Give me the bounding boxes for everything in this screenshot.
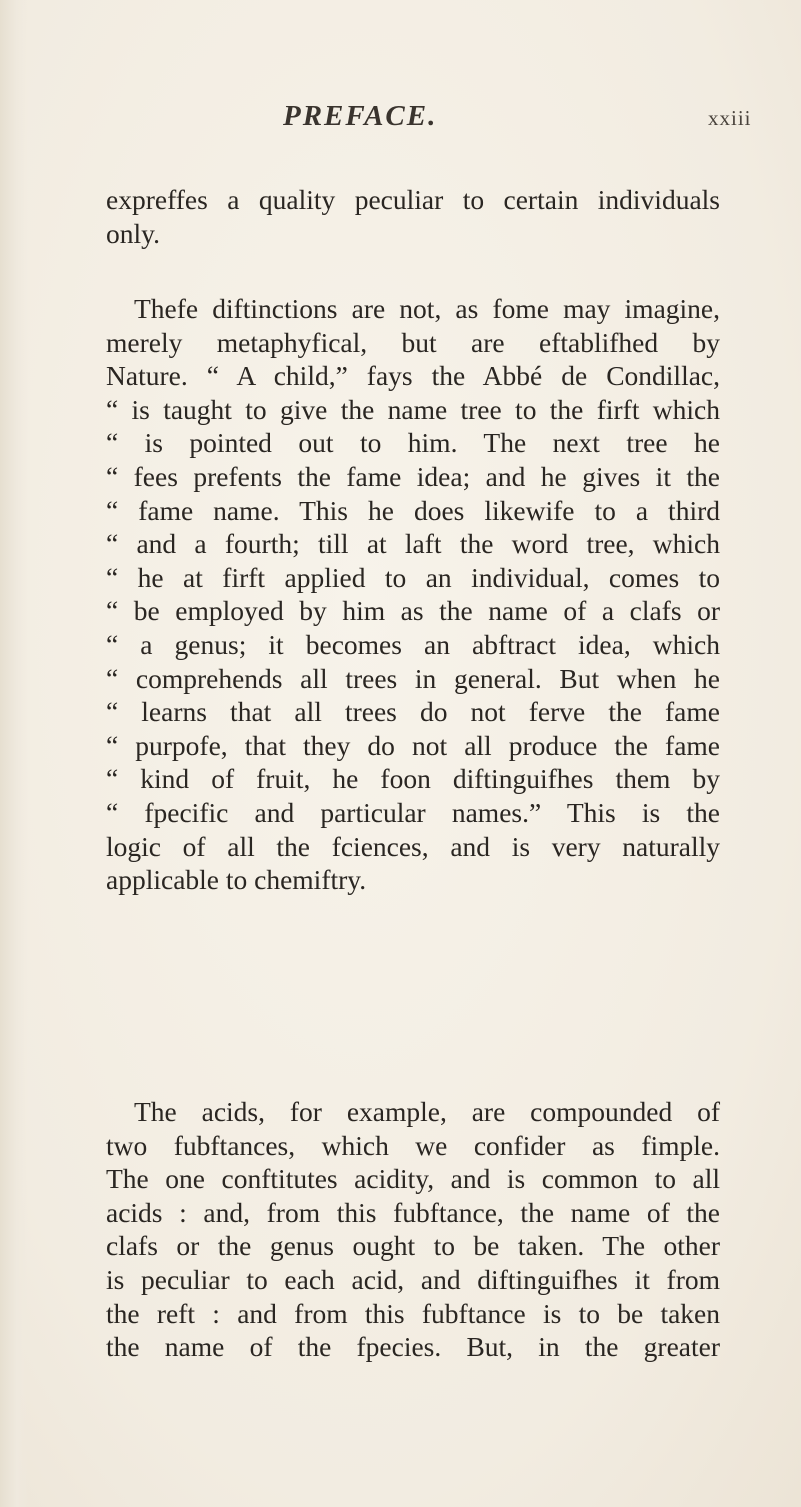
text-line: clafs or the genus ought to be taken. The other	[106, 1230, 720, 1262]
text-line: “ kind of fruit, he foon diftinguifhes them by	[106, 763, 720, 795]
text-line: acids : and, from this fubftance, the name of the	[106, 1196, 720, 1228]
running-head: PREFACE.	[283, 100, 438, 132]
text-line: “ fees prefents the fame idea; and he gives it the	[106, 460, 720, 492]
paragraph-1	[106, 183, 720, 250]
text-line: two fubftances, which we confider as fimple.	[106, 1129, 720, 1161]
text-line: “ and a fourth; till at laft the word tree, which	[106, 528, 720, 560]
page-gutter	[0, 0, 28, 1507]
text-line: applicable to chemiftry.	[106, 864, 367, 896]
text-line: the name of the fpecies. But, in the greater	[106, 1331, 720, 1363]
text-line: “ is taught to give the name tree to the firft which	[106, 393, 720, 425]
text-line: “ a genus; it becomes an abftract idea, which	[106, 628, 720, 660]
paragraph-3	[106, 1095, 720, 1364]
text-line: is peculiar to each acid, and diftinguifhes it from	[106, 1263, 720, 1295]
text-line: only.	[106, 217, 160, 249]
text-line: “ fame name. This he does likewife to a third	[106, 494, 720, 526]
text-line: “ comprehends all trees in general. But when he	[106, 662, 720, 694]
text-line: “ be employed by him as the name of a clafs or	[106, 595, 720, 627]
paragraph-2	[106, 292, 720, 897]
text-line: The acids, for example, are compounded of	[134, 1096, 720, 1127]
page-header	[0, 100, 801, 140]
text-line: “ is pointed out to him. The next tree he	[106, 427, 720, 459]
text-line: merely metaphyfical, but are eftablifhed by	[106, 326, 720, 358]
text-line: Nature. “ A child,” fays the Abbé de Condillac,	[106, 360, 720, 392]
text-line: expreffes a quality peculiar to certain individuals	[106, 184, 720, 215]
text-line: “ fpecific and particular names.” This is the	[106, 796, 720, 828]
text-line: Thefe diftinctions are not, as fome may imagine,	[134, 293, 720, 324]
text-line: “ he at firft applied to an individual, comes to	[106, 561, 720, 593]
text-line: the reft : and from this fubftance is to be taken	[106, 1297, 720, 1329]
text-line: logic of all the fciences, and is very naturally	[106, 830, 720, 862]
page-number: xxiii	[708, 106, 752, 130]
text-line: The one conftitutes acidity, and is common to all	[106, 1163, 720, 1195]
text-line: “ learns that all trees do not ferve the fame	[106, 696, 720, 728]
text-line: “ purpofe, that they do not all produce the fame	[106, 729, 720, 761]
